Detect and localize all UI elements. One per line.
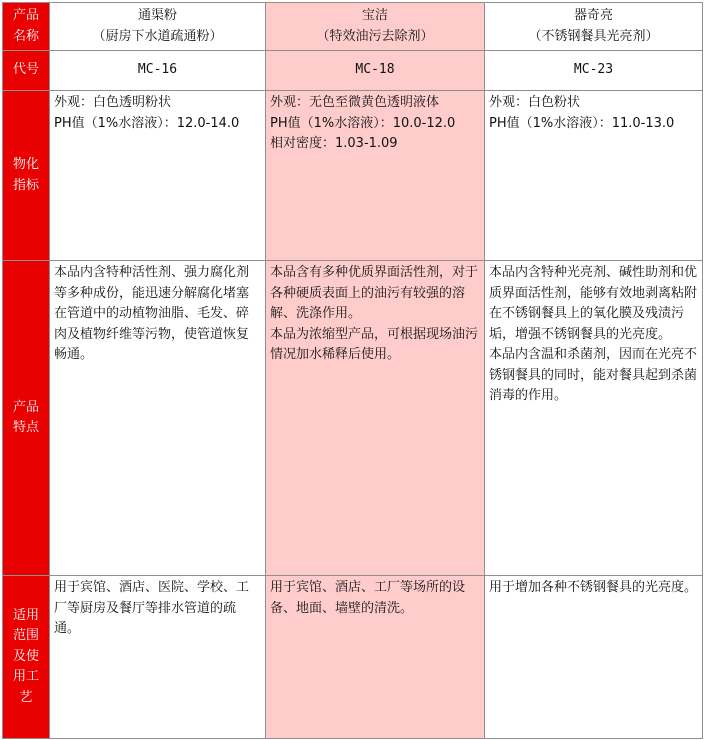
product-name-cell <box>266 3 485 51</box>
product-subtitle: （厨房下水道疏通粉） <box>92 28 223 44</box>
prop-appearance: 外观：无色至微黄色透明液体 <box>270 95 440 110</box>
feature-paragraph: 本品内含特种活性剂、强力腐化剂等多种成份，能迅速分解腐化堵塞在管道中的动植物油脂、毛发、碎肉及植物纤维等污物，使管道恢复畅通。 <box>54 265 250 362</box>
product-subtitle: （不锈钢餐具光亮剂） <box>528 28 659 44</box>
row-features <box>3 261 703 576</box>
product-spec-table <box>2 2 703 739</box>
prop-ph: PH值（1%水溶液）：11.0-13.0 <box>489 115 675 131</box>
usage-cell: 用于宾馆、酒店、医院、学校、工厂等厨房及餐厅等排水管道的疏通。 <box>50 576 266 739</box>
usage-cell: 用于增加各种不锈钢餐具的光亮度。 <box>485 576 703 739</box>
product-name-cell <box>50 3 266 51</box>
usage-cell: 用于宾馆、酒店、工厂等场所的设备、地面、墙壁的清洗。 <box>266 576 485 739</box>
feature-paragraph: 本品内含温和杀菌剂，因而在光亮不锈钢餐具的同时，能对餐具起到杀菌消毒的作用。 <box>489 347 698 403</box>
product-name: 宝洁 <box>361 8 388 23</box>
row-header-physchem: 物化 指标 <box>3 91 50 261</box>
physchem-cell <box>50 91 266 261</box>
features-cell <box>266 261 485 576</box>
row-header-features: 产品 特点 <box>3 261 50 576</box>
row-product-name <box>3 3 703 51</box>
prop-density: 相对密度：1.03-1.09 <box>270 136 398 151</box>
prop-ph: PH值（1%水溶液）：12.0-14.0 <box>54 115 240 131</box>
feature-paragraph: 本品为浓缩型产品，可根据现场油污情况加水稀释后使用。 <box>270 326 479 362</box>
feature-paragraph: 本品含有多种优质界面活性剂，对于各种硬质表面上的油污有较强的溶解、洗涤作用。 <box>270 265 479 321</box>
row-code <box>3 51 703 91</box>
features-cell <box>50 261 266 576</box>
product-code: MC-23 <box>485 51 703 91</box>
prop-appearance: 外观：白色粉状 <box>489 95 581 110</box>
row-header-product-name: 产品 名称 <box>3 3 50 51</box>
product-subtitle: （特效油污去除剂） <box>316 28 434 44</box>
product-code: MC-16 <box>50 51 266 91</box>
physchem-cell <box>485 91 703 261</box>
product-name: 器奇亮 <box>573 8 613 23</box>
product-code: MC-18 <box>266 51 485 91</box>
prop-ph: PH值（1%水溶液）：10.0-12.0 <box>270 115 456 131</box>
row-header-usage: 适用 范围 及使 用工 艺 <box>3 576 50 739</box>
row-usage <box>3 576 703 739</box>
physchem-cell <box>266 91 485 261</box>
row-header-code: 代号 <box>3 51 50 91</box>
row-physchem <box>3 91 703 261</box>
features-cell <box>485 261 703 576</box>
feature-paragraph: 本品内含特种光亮剂、碱性助剂和优质界面活性剂，能够有效地剥离粘附在不锈钢餐具上的氧化膜及残渍污垢，增强不锈钢餐具的光亮度。 <box>489 265 698 342</box>
product-name: 通渠粉 <box>137 8 177 23</box>
product-name-cell <box>485 3 703 51</box>
prop-appearance: 外观：白色透明粉状 <box>54 95 172 110</box>
